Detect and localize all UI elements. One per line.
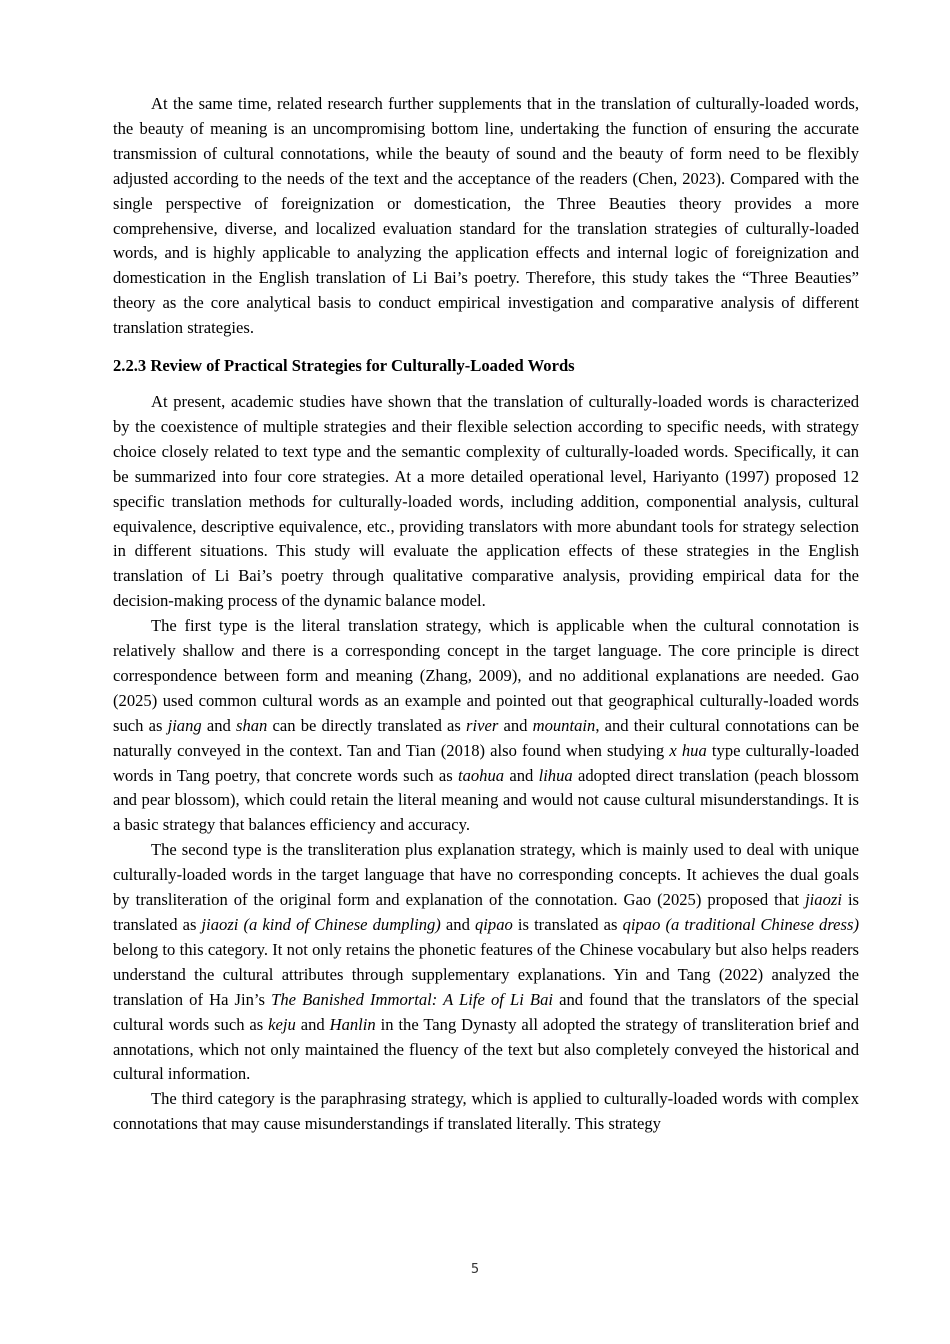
italic-term: jiang <box>167 715 202 735</box>
text-run: The first type is the literal translation strategy, which is applicable when the cultural connotation is relatively shallow and there is a corresponding concept in the target language. The core principle is direct correspondence between form and meaning (Zhang, 2009), and no additional explanations are needed. Gao (2025) used common cultural words as an example and pointed out that geographical culturally-loaded words such as <box>113 616 859 735</box>
text-run: adopted direct translation (peach blossom and pear blossom), which could retain the literal meaning and would not cause cultural misunderstandings. It is a basic strategy that balances efficiency and accuracy. <box>113 765 859 835</box>
text-run: The third category is the paraphrasing strategy, which is applied to culturally-loaded words with complex connotations that may cause misunderstandings if translated literally. This strategy <box>113 1089 859 1134</box>
text-run: The second type is the transliteration plus explanation strategy, which is mainly used to deal with unique culturally-loaded words in the target language that have no corresponding concepts. It achieves the dual goals by transliteration of the original form and explanation of the connotation. Gao (2025) proposed that <box>113 840 859 910</box>
text-run: is translated as <box>113 890 860 934</box>
italic-term: Hanlin <box>329 1014 376 1034</box>
italic-term: The Banished Immortal: A Life of Li Bai <box>271 989 553 1009</box>
text-run: and <box>440 915 475 934</box>
italic-term: x hua <box>669 740 707 760</box>
italic-term: keju <box>268 1014 296 1034</box>
body-text <box>113 92 859 1137</box>
text-run: At the same time, related research further supplements that in the translation of culturally-loaded words, the beauty of meaning is an uncompromising bottom line, undertaking the function of ensuring the accurate transmission of cultural connotations, while the beauty of sound and the beauty of form need to be flexibly adjusted according to the needs of the text and the acceptance of the readers (Chen, 2023). Compared with the single perspective of foreignization or domestication, the Three Beauties theory provides a more comprehensive, diverse, and localized evaluation standard for the translation strategies of culturally-loaded words, and is highly applicable to analyzing the application effects and internal logic of foreignization and domestication in the English translation of Li Bai’s poetry. Therefore, this study takes the “Three Beauties” theory as the core analytical basis to conduct empirical investigation and comparative analysis of different translation strategies. <box>113 94 859 338</box>
text-run: belong to this category. It not only retains the phonetic features of the Chinese vocabulary but also helps readers understand the cultural attributes through supplementary explanations. Yin and Tang (2022) analyzed the translation of Ha Jin’s <box>113 939 859 1009</box>
text-run: can be directly translated as <box>267 715 467 735</box>
text-run: and <box>504 765 539 785</box>
section-heading: 2.2.3 Review of Practical Strategies for Culturally-Loaded Words <box>113 356 575 376</box>
italic-term: mountain <box>532 715 596 735</box>
text-run: and <box>201 715 236 735</box>
paragraph-three-beauties-summary <box>113 92 859 341</box>
page-number: 5 <box>470 1262 480 1277</box>
italic-term: taohua <box>457 765 505 785</box>
text-run: is translated as <box>512 915 623 934</box>
paragraph-strategies-overview <box>113 390 859 614</box>
text-run: type culturally-loaded words in Tang poetry, that concrete words such as <box>113 740 859 785</box>
italic-term: qipao <box>475 915 513 934</box>
paragraph-literal-translation <box>113 614 859 838</box>
text-run: and <box>498 715 533 735</box>
italic-term: river <box>466 715 499 735</box>
text-run: and found that the translators of the special cultural words such as <box>113 989 859 1034</box>
italic-term: jiaozi <box>805 890 842 910</box>
text-run: , and their cultural connotations can be naturally conveyed in the context. Tan and Tian (2018) also found when studying <box>113 715 859 760</box>
italic-term: qipao (a traditional Chinese dress) <box>622 915 859 934</box>
text-run: At present, academic studies have shown that the translation of culturally-loaded words is characterized by the coexistence of multiple strategies and their flexible selection according to specific needs, with strategy choice closely related to text type and the semantic complexity of culturally-loaded words. Specifically, it can be summarized into four core strategies. At a more detailed operational level, Hariyanto (1997) proposed 12 specific translation methods for culturally-loaded words, including addition, componential analysis, cultural equivalence, descriptive equivalence, etc., providing translators with more abundant tools for strategy selection in different situations. This study will evaluate the application effects of these strategies in the English translation of Li Bai’s poetry through qualitative comparative analysis, providing empirical data for the decision-making process of the dynamic balance model. <box>113 391 859 611</box>
paragraph-transliteration-explanation <box>113 838 859 1087</box>
italic-term: jiaozi (a kind of Chinese dumpling) <box>201 915 441 934</box>
italic-term: shan <box>236 715 268 735</box>
italic-term: lihua <box>538 765 573 785</box>
paragraph-paraphrasing <box>113 1087 859 1137</box>
text-run: in the Tang Dynasty all adopted the strategy of transliteration brief and annotations, which not only maintained the fluency of the text but also completely conveyed the historical and cultural information. <box>113 1014 859 1084</box>
text-run: and <box>295 1014 330 1034</box>
